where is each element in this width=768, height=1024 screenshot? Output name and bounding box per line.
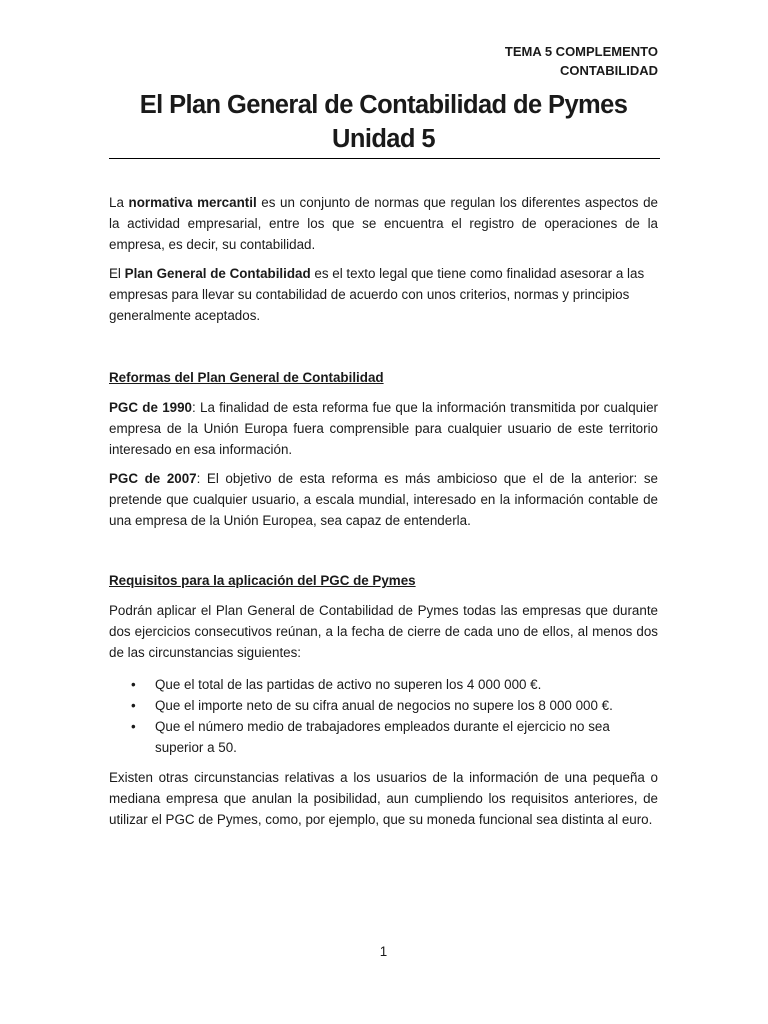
section-heading-requisitos: Requisitos para la aplicación del PGC de Pymes [109, 573, 416, 588]
requisitos-list [109, 674, 658, 758]
bold-term: PGC de 1990 [109, 400, 192, 415]
title-line-1: El Plan General de Contabilidad de Pymes [139, 91, 628, 119]
bold-term: PGC de 2007 [109, 471, 197, 486]
bullet-icon: • [131, 719, 136, 734]
list-item-text: Que el número medio de trabajadores empleados durante el ejercicio no sea superior a 50. [155, 719, 610, 755]
pgc-2007-paragraph [109, 468, 658, 531]
list-item-text: Que el total de las partidas de activo no superen los 4 000 000 €. [155, 677, 542, 692]
list-item [109, 716, 658, 758]
text-run: : La finalidad de esta reforma fue que la información transmitida por cualquier empresa de la Unión Europa fuera comprensible para cualquier usuario de este territorio interesado en esa información. [109, 400, 658, 457]
header-subject-line: CONTABILIDAD [560, 63, 658, 78]
bullet-icon: • [131, 677, 136, 692]
page-number: 1 [379, 944, 388, 959]
bullet-icon: • [131, 698, 136, 713]
text-run: La [109, 195, 129, 210]
closing-paragraph: Existen otras circunstancias relativas a los usuarios de la información de una pequeña o mediana empresa que anulan la posibilidad, aun cumpliendo los requisitos anteriores, de utilizar el PGC de Pymes, como, por ejemplo, que su moneda funcional sea distinta al euro. [109, 770, 658, 827]
bold-term: Plan General de Contabilidad [124, 266, 311, 281]
list-item [109, 695, 658, 716]
intro-paragraph-2 [109, 263, 658, 326]
section-heading-reformas: Reformas del Plan General de Contabilidad [109, 370, 384, 385]
text-run: El [109, 266, 125, 281]
header-tema-line: TEMA 5 COMPLEMENTO [504, 44, 658, 59]
title-line-2: Unidad 5 [332, 125, 435, 153]
bold-term: normativa mercantil [128, 195, 257, 210]
document-header [505, 42, 658, 80]
document-title [109, 88, 658, 156]
text-run: : El objetivo de esta reforma es más ambicioso que el de la anterior: se pretende que cualquier usuario, a escala mundial, interesado en la información contable de una empresa de la Unión Europea, sea capaz de entenderla. [109, 471, 658, 528]
title-divider [109, 158, 660, 159]
text-run: es un conjunto de normas que regulan los diferentes aspectos de la actividad empresarial, entre los que se encuentra el registro de operaciones de la empresa, es decir, su contabilidad. [109, 195, 659, 252]
pgc-1990-paragraph [109, 397, 658, 460]
text-run: es el texto legal que tiene como finalidad asesorar a las empresas para llevar su contabilidad de acuerdo con unos criterios, normas y principios generalmente aceptados. [109, 266, 645, 323]
requisitos-intro-paragraph: Podrán aplicar el Plan General de Contabilidad de Pymes todas las empresas que durante dos ejercicios consecutivos reúnan, a la fecha de cierre de cada uno de ellos, al menos dos de las circunstancias siguientes: [109, 603, 658, 660]
intro-paragraph-1 [109, 192, 658, 255]
list-item [109, 674, 658, 695]
list-item-text: Que el importe neto de su cifra anual de negocios no supere los 8 000 000 €. [155, 698, 613, 713]
